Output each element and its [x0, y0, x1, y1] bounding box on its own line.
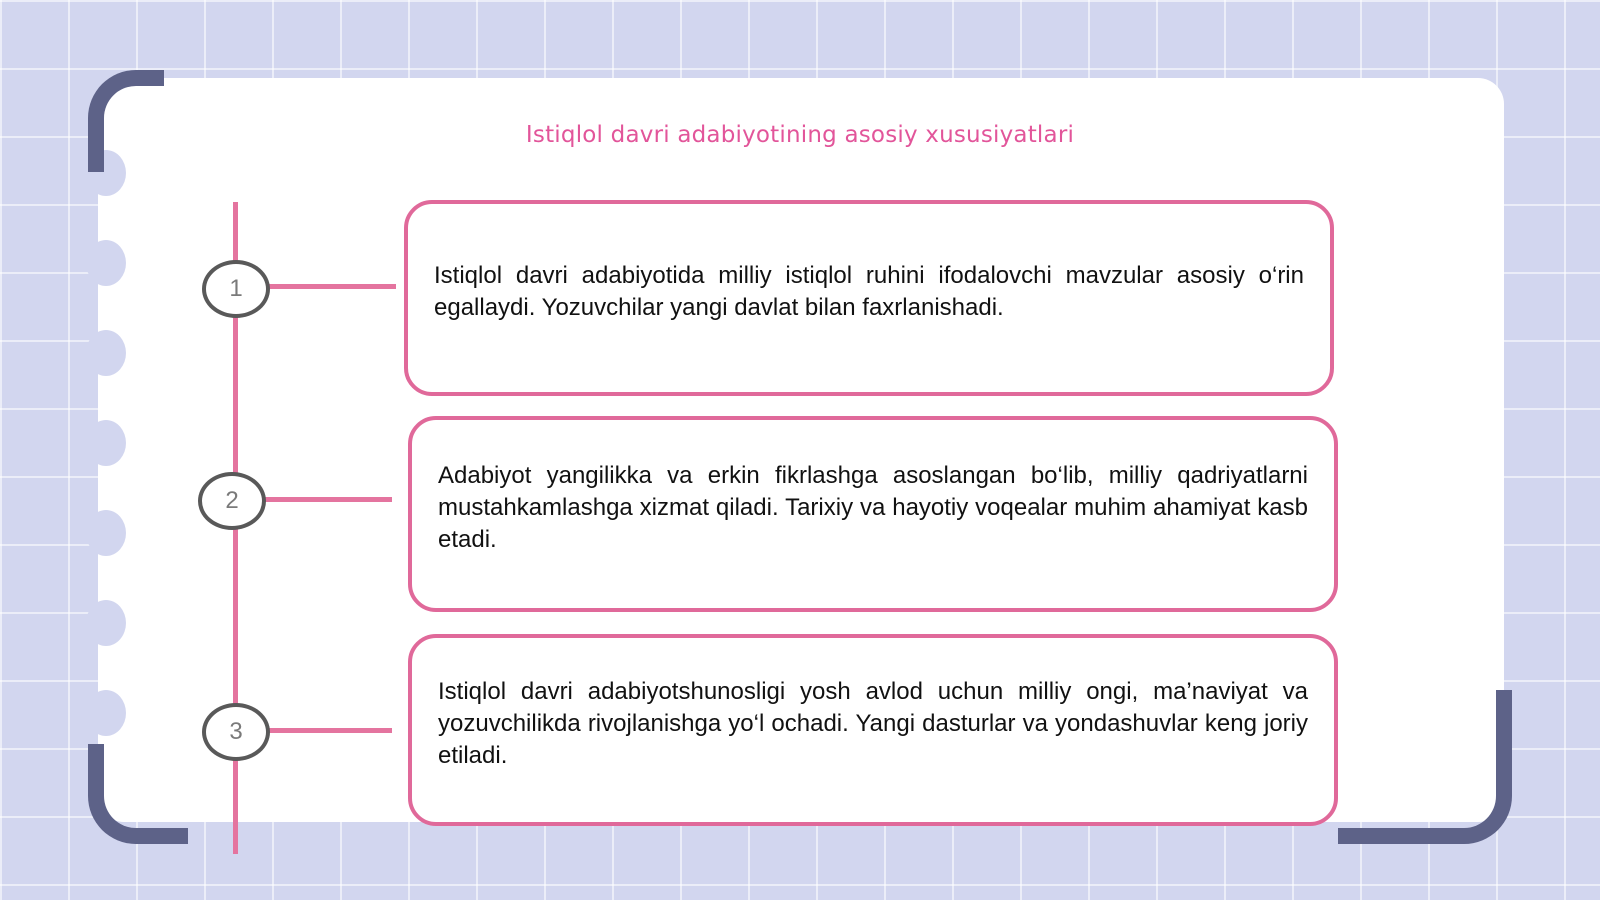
scallop-notch — [86, 600, 126, 646]
step-text-box — [404, 200, 1334, 396]
corner-bracket-bottom-right — [1338, 690, 1512, 844]
step-number-badge: 2 — [198, 472, 266, 530]
slide-title: Istiqlol davri adabiyotining asosiy xususiyatlari — [525, 122, 1075, 148]
scallop-notch — [86, 240, 126, 286]
scallop-notch — [86, 690, 126, 736]
step-text: Istiqlol davri adabiyotshunosligi yosh avlod uchun milliy ongi, ma’naviyat va yozuvchilikda rivojlanishga yo‘l ochadi. Yangi dasturlar va yondashuvlar keng joriy etiladi. — [438, 678, 1308, 769]
step-number-badge: 1 — [202, 260, 270, 318]
step-text: Adabiyot yangilikka va erkin fikrlashga asoslangan bo‘lib, milliy qadriyatlarni mustahkamlashga xizmat qiladi. Tarixiy va hayotiy voqealar muhim ahamiyat kasb etadi. — [438, 462, 1308, 553]
scallop-notch — [86, 510, 126, 556]
timeline-connector — [260, 497, 392, 502]
corner-bracket-top-left — [88, 70, 164, 172]
step-number-badge: 3 — [202, 703, 270, 761]
step-text-box — [408, 416, 1338, 612]
scallop-notch — [86, 330, 126, 376]
corner-bracket-bottom-left — [88, 744, 188, 844]
scallop-notch — [86, 420, 126, 466]
step-text-box — [408, 634, 1338, 826]
timeline-connector — [264, 284, 396, 289]
timeline-connector — [264, 728, 392, 733]
step-text: Istiqlol davri adabiyotida milliy istiqlol ruhini ifodalovchi mavzular asosiy o‘rin egallaydi. Yozuvchilar yangi davlat bilan faxrlanishadi. — [434, 262, 1304, 321]
